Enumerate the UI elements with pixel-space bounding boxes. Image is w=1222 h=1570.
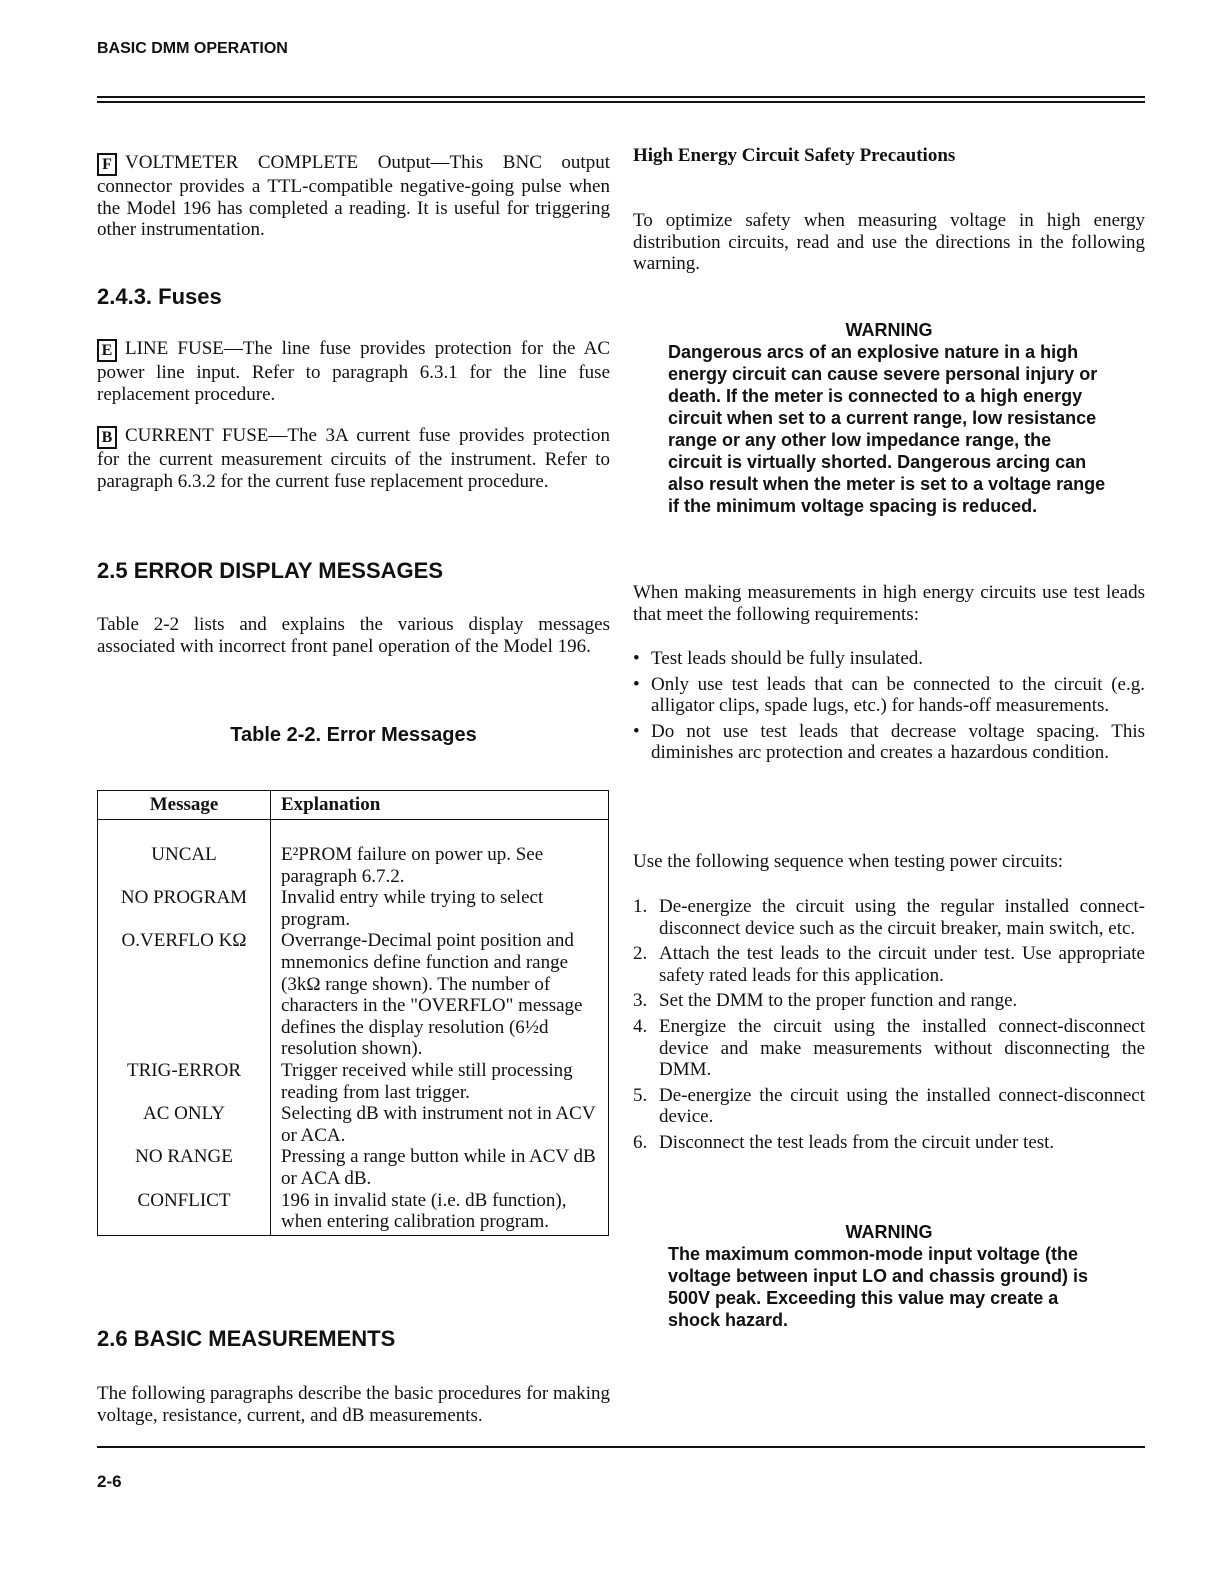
step-number: 4. (633, 1015, 648, 1037)
step-number: 6. (633, 1131, 648, 1153)
message-cell: UNCAL (98, 820, 271, 888)
list-item (633, 943, 1145, 986)
leads-intro: When making measurements in high energy circuits use test leads that meet the following requirements: (633, 582, 1145, 625)
warning-box-common-mode (668, 1221, 1110, 1331)
running-header: BASIC DMM OPERATION (97, 40, 288, 57)
current-fuse-paragraph (97, 425, 610, 492)
message-cell: O.VERFLO KΩ (98, 930, 271, 1060)
fuses-heading: 2.4.3. Fuses (97, 284, 222, 309)
table-row (98, 1190, 609, 1236)
step-number: 5. (633, 1084, 648, 1106)
key-f-icon: F (97, 153, 117, 176)
safety-heading: High Energy Circuit Safety Precautions (633, 145, 956, 166)
error-messages-table (97, 790, 609, 1236)
basic-measurements-heading: 2.6 BASIC MEASUREMENTS (97, 1326, 396, 1351)
warning-title: WARNING (845, 1222, 933, 1242)
warning-title: WARNING (845, 320, 933, 340)
step-number: 3. (633, 990, 648, 1012)
table-caption: Table 2-2. Error Messages (230, 724, 477, 746)
list-item (633, 1085, 1145, 1128)
error-intro: Table 2-2 lists and explains the various display messages associated with incorrect front panel operation of the Model 196. (97, 614, 610, 657)
table-row (98, 1060, 609, 1103)
warning-text: The maximum common-mode input voltage (the voltage between input LO and chassis ground) is 500V peak. Exceeding this value may create a shock hazard. (668, 1244, 1089, 1330)
current-fuse-text: CURRENT FUSE—The 3A current fuse provides protection for the current measurement circuits of the instrument. Refer to paragraph 6.3.2 for the current fuse replacement procedure. (97, 425, 610, 492)
table-row (98, 1103, 609, 1146)
list-item (633, 896, 1145, 939)
list-item (633, 990, 1145, 1012)
table-row (98, 887, 609, 930)
basic-measurements-text: The following paragraphs describe the basic procedures for making voltage, resistance, current, and dB measurements. (97, 1383, 610, 1426)
header-rule-bottom (97, 101, 1145, 103)
explanation-cell: 196 in invalid state (i.e. dB function), when entering calibration program. (281, 1189, 567, 1233)
error-messages-heading: 2.5 ERROR DISPLAY MESSAGES (97, 558, 443, 583)
step-text: Attach the test leads to the circuit under test. Use appropriate safety rated leads for this application. (659, 943, 1145, 986)
message-cell: NO RANGE (98, 1146, 271, 1189)
sequence-intro: Use the following sequence when testing power circuits: (633, 851, 1064, 872)
explanation-cell: Invalid entry while trying to select program. (281, 887, 544, 930)
leads-requirements-list (633, 648, 1145, 768)
step-number: 2. (633, 943, 648, 965)
explanation-cell: Trigger received while still processing reading from last trigger. (281, 1059, 573, 1103)
line-fuse-text: LINE FUSE—The line fuse provides protection for the AC power line input. Refer to paragraph 6.3.1 for the line fuse replacement procedure. (97, 338, 610, 405)
column-header-message: Message (98, 791, 271, 820)
header-rule-top (97, 96, 1145, 98)
key-e-icon: E (97, 339, 117, 362)
explanation-cell: Overrange-Decimal point position and mnemonics define function and range (3kΩ range shown). The number of characters in the "OVERFLO" message defines the display resolution (6½d resolution shown). (281, 930, 583, 1060)
step-text: Set the DMM to the proper function and range. (659, 990, 1018, 1012)
key-b-icon: B (97, 426, 117, 449)
list-item (633, 1016, 1145, 1081)
explanation-cell: Pressing a range button while in ACV dB or ACA dB. (281, 1146, 596, 1189)
list-item (633, 1132, 1145, 1154)
step-text: De-energize the circuit using the installed connect-disconnect device. (659, 1084, 1145, 1128)
voltmeter-text: VOLTMETER COMPLETE Output—This BNC output connector provides a TTL-compatible negative-going pulse when the Model 196 has completed a reading. It is useful for triggering other instrumentation. (97, 152, 610, 241)
table-row (98, 1146, 609, 1189)
step-number: 1. (633, 896, 648, 917)
message-cell: CONFLICT (98, 1190, 271, 1236)
step-text: Disconnect the test leads from the circuit under test. (659, 1131, 1055, 1153)
table-row (98, 930, 609, 1060)
step-text: Energize the circuit using the installed connect-disconnect device and make measurements without disconnecting the DMM. (659, 1015, 1145, 1081)
table-row (98, 820, 609, 888)
list-item: • Do not use test leads that decrease voltage spacing. This diminishes arc protection and creates a hazardous condition. (633, 721, 1145, 764)
list-item: • Only use test leads that can be connected to the circuit (e.g. alligator clips, spade lugs, etc.) for hands-off measurements. (633, 674, 1145, 717)
sequence-steps-list (633, 896, 1145, 1158)
list-item: • Test leads should be fully insulated. (633, 648, 1145, 670)
page-number: 2-6 (97, 1472, 122, 1491)
column-header-explanation: Explanation (271, 791, 609, 820)
message-cell: NO PROGRAM (98, 887, 271, 930)
warning-text: Dangerous arcs of an explosive nature in a high energy circuit can cause severe personal injury or death. If the meter is connected to a high energy circuit when set to a current range, low resistance range or any other low impedance range, the circuit is virtually shorted. Dangerous arcing can also result when the meter is set to a voltage range if the minimum voltage spacing is reduced. (668, 342, 1106, 516)
explanation-cell: E²PROM failure on power up. See paragraph 6.7.2. (281, 844, 544, 887)
warning-box-arcs (668, 319, 1110, 517)
step-text: De-energize the circuit using the regular installed connect-disconnect device such as the circuit breaker, main switch, etc. (659, 896, 1145, 939)
footer-rule (97, 1446, 1145, 1448)
explanation-cell: Selecting dB with instrument not in ACV or ACA. (281, 1103, 596, 1146)
message-cell: TRIG-ERROR (98, 1060, 271, 1103)
message-cell: AC ONLY (98, 1103, 271, 1146)
line-fuse-paragraph (97, 338, 610, 405)
voltmeter-complete-paragraph (97, 152, 610, 241)
safety-intro: To optimize safety when measuring voltage in high energy distribution circuits, read and use the directions in the following warning. (633, 210, 1145, 275)
